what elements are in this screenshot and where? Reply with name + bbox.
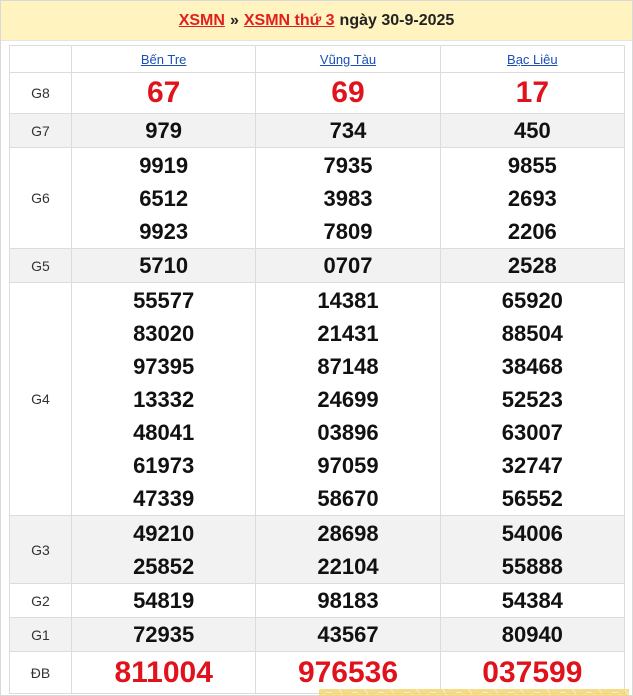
prize-row: [10, 584, 625, 618]
prize-number: 976536: [297, 655, 399, 689]
xsmn-link[interactable]: XSMN: [178, 11, 225, 29]
prize-cell: [256, 584, 440, 618]
prize-number: 811004: [114, 655, 213, 689]
prize-cell: [72, 652, 256, 694]
prize-cell: [440, 114, 624, 148]
prize-label: G7: [10, 114, 72, 148]
prize-number: 61973: [133, 452, 195, 478]
prize-number: 83020: [133, 320, 195, 346]
results-header: [1, 1, 632, 41]
prize-number: 56552: [501, 485, 563, 511]
prize-number: 97059: [317, 452, 379, 478]
province-header: [440, 46, 624, 73]
prize-cell: [440, 618, 624, 652]
prize-cell: [440, 283, 624, 516]
prize-number: 17: [515, 76, 550, 109]
prize-number: 98183: [317, 588, 379, 613]
prize-cell: [72, 249, 256, 283]
prize-row: [10, 516, 625, 584]
prize-cell: [72, 73, 256, 114]
prize-number: 54384: [501, 588, 563, 613]
prize-label: G8: [10, 73, 72, 114]
prize-row: [10, 114, 625, 148]
province-header-row: [10, 46, 625, 73]
prize-row: [10, 652, 625, 694]
prize-cell: [256, 249, 440, 283]
prize-number: 43567: [317, 622, 379, 647]
prize-cell: [256, 516, 440, 584]
prize-number: 72935: [133, 622, 195, 647]
prize-row: [10, 283, 625, 516]
prize-label: G4: [10, 283, 72, 516]
prize-number: 55888: [501, 553, 563, 579]
prize-number: 54819: [133, 588, 195, 613]
prize-number: 2206: [507, 218, 557, 244]
prize-cell: [256, 114, 440, 148]
prize-number: 65920: [501, 287, 563, 313]
prize-number: 38468: [501, 353, 563, 379]
prize-number: 14381: [317, 287, 379, 313]
prize-number: 69: [331, 76, 365, 109]
prize-label: G1: [10, 618, 72, 652]
prize-number: 63007: [501, 419, 563, 445]
prize-cell: [256, 73, 440, 114]
prize-number: 9919: [139, 152, 189, 178]
prize-number: 55577: [133, 287, 195, 313]
prize-number: 52523: [501, 386, 563, 412]
prize-number: 32747: [501, 452, 563, 478]
prize-label: G3: [10, 516, 72, 584]
prize-label: G6: [10, 148, 72, 249]
prize-number: 49210: [133, 520, 195, 546]
prize-number: 3983: [323, 185, 373, 211]
prize-number: 88504: [501, 320, 563, 346]
prize-number: 9923: [139, 218, 189, 244]
prize-cell: [440, 148, 624, 249]
prize-number: 7809: [323, 218, 373, 244]
prize-cell: [72, 283, 256, 516]
corner-cell: [10, 46, 72, 73]
province-link-ben-tre[interactable]: Bến Tre: [140, 51, 187, 67]
prize-number: 734: [329, 118, 367, 143]
prize-number: 450: [513, 118, 551, 143]
prize-row: [10, 73, 625, 114]
prize-cell: [440, 249, 624, 283]
prize-number: 28698: [317, 520, 379, 546]
prize-number: 037599: [482, 655, 583, 689]
prize-number: 979: [145, 118, 183, 143]
prize-number: 80940: [501, 622, 563, 647]
prize-number: 47339: [133, 485, 195, 511]
prize-number: 67: [146, 76, 181, 109]
prize-cell: [256, 148, 440, 249]
prize-number: 97395: [133, 353, 195, 379]
prize-cell: [72, 618, 256, 652]
prize-number: 2528: [507, 253, 557, 278]
xsmn-tuesday-link[interactable]: XSMN thứ 3: [243, 11, 335, 29]
prize-number: 7935: [323, 152, 373, 178]
province-link-vung-tau[interactable]: Vũng Tàu: [319, 51, 377, 67]
prize-number: 0707: [323, 253, 373, 278]
prize-label: ĐB: [10, 652, 72, 694]
prize-row: [10, 249, 625, 283]
prize-cell: [256, 283, 440, 516]
prize-cell: [256, 652, 440, 694]
prize-cell: [72, 516, 256, 584]
prize-number: 03896: [317, 419, 379, 445]
prize-cell: [72, 584, 256, 618]
prize-label: G5: [10, 249, 72, 283]
prize-number: 24699: [317, 386, 379, 412]
prize-cell: [440, 584, 624, 618]
prize-number: 25852: [133, 553, 195, 579]
prize-number: 6512: [139, 185, 189, 211]
prize-number: 5710: [139, 253, 189, 278]
results-table: [9, 45, 625, 694]
prize-number: 13332: [133, 386, 195, 412]
province-link-bac-lieu[interactable]: Bạc Liêu: [507, 51, 558, 67]
prize-number: 87148: [317, 353, 379, 379]
prize-number: 58670: [317, 485, 379, 511]
prize-cell: [256, 618, 440, 652]
prize-cell: [440, 652, 624, 694]
prize-rows: [10, 73, 625, 694]
prize-number: 48041: [133, 419, 195, 445]
prize-number: 9855: [507, 152, 557, 178]
province-header: [256, 46, 440, 73]
prize-cell: [72, 114, 256, 148]
decorative-dots: [319, 689, 629, 696]
prize-cell: [72, 148, 256, 249]
prize-number: 22104: [317, 553, 379, 579]
prize-row: [10, 148, 625, 249]
prize-label: G2: [10, 584, 72, 618]
prize-cell: [440, 516, 624, 584]
breadcrumb-separator: »: [229, 11, 239, 29]
prize-cell: [440, 73, 624, 114]
prize-number: 21431: [317, 320, 379, 346]
prize-number: 54006: [501, 520, 563, 546]
draw-date: ngày 30-9-2025: [339, 11, 455, 29]
prize-number: 2693: [507, 185, 557, 211]
province-header: [72, 46, 256, 73]
prize-row: [10, 618, 625, 652]
